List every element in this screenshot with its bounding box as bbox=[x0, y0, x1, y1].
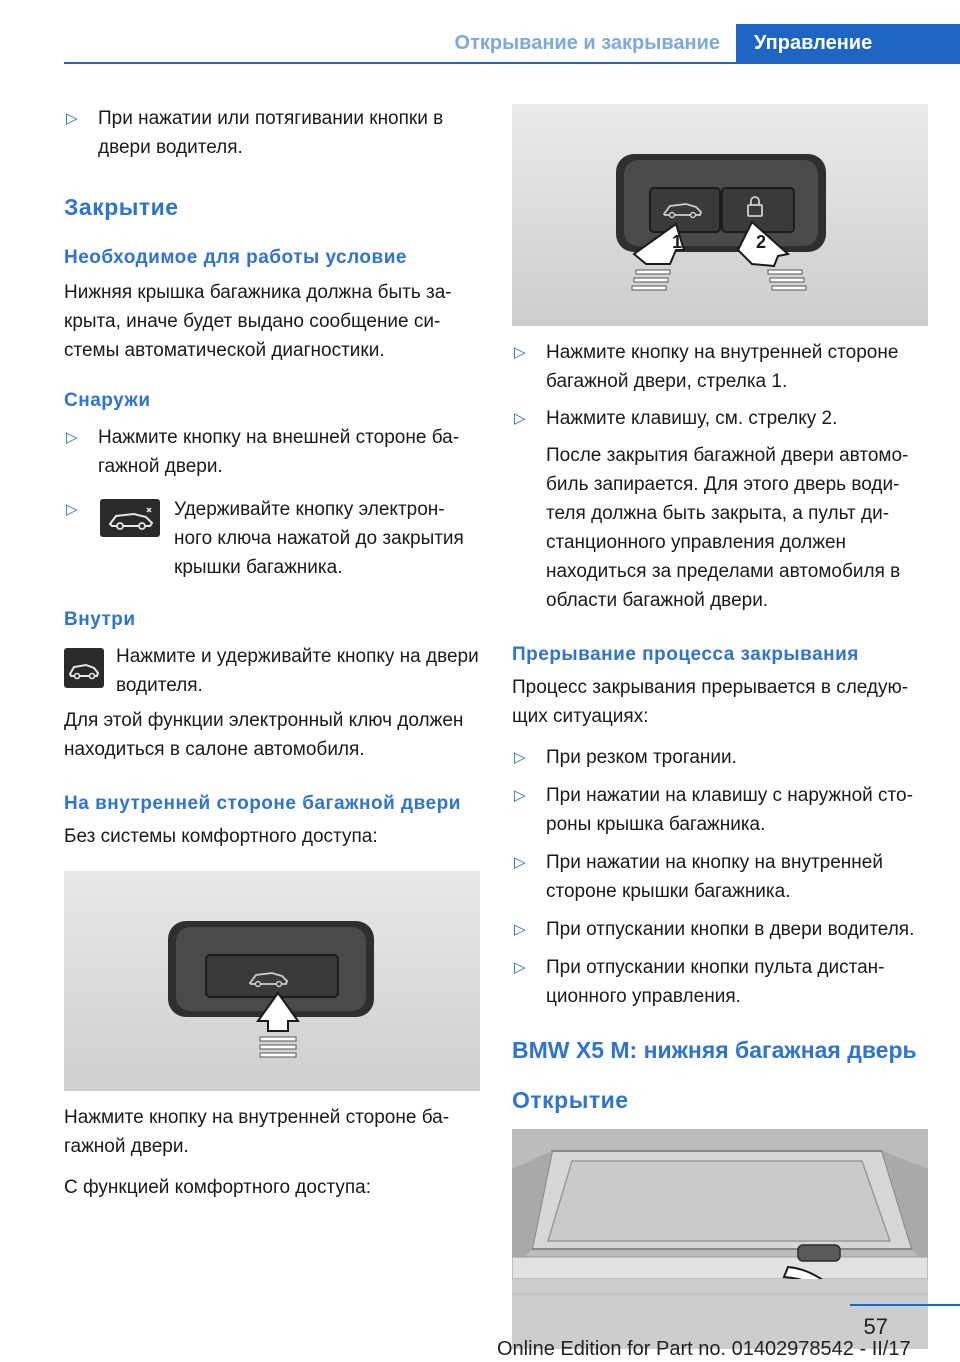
header-chapter-tab: Управление bbox=[736, 24, 960, 62]
list-item: ▷ Нажмите кнопку на внутренней стороне багажной двери, стрелка 1. bbox=[512, 338, 930, 396]
heading-interrupt: Прерывание процесса закрывания bbox=[512, 644, 859, 665]
bullet-triangle-icon: ▷ bbox=[514, 749, 526, 766]
interrupt-text: Процесс закрывания прерывается в следую-щих ситуациях: bbox=[512, 677, 909, 727]
inside-block bbox=[64, 642, 482, 700]
list-item: ▷ При нажатии на кнопку на внутренней стороне крышки багажника. bbox=[512, 848, 930, 906]
with-comfort-text: С функцией комфортного доступа: bbox=[64, 1177, 372, 1198]
bullet-triangle-icon: ▷ bbox=[514, 410, 526, 427]
inside-note: Для этой функции электронный ключ должен находиться в салоне автомобиля. bbox=[64, 710, 464, 760]
bullet-triangle-icon: ▷ bbox=[66, 110, 78, 127]
header-rule bbox=[64, 62, 960, 64]
bullet-triangle-icon: ▷ bbox=[514, 344, 526, 361]
bullet-triangle-icon: ▷ bbox=[514, 921, 526, 938]
car-tailgate-icon bbox=[64, 648, 104, 688]
bullet-triangle-icon: ▷ bbox=[66, 501, 78, 518]
arrow-label-1: 1 bbox=[672, 232, 683, 252]
header-section-title: Открывание и закрывание bbox=[454, 32, 720, 54]
no-comfort-text: Без системы комфортного доступа: bbox=[64, 826, 378, 847]
condition-text: Нижняя крышка багажника должна быть за-крыта, иначе будет выдано сообщение си-стемы автоматической диагностики. bbox=[64, 282, 452, 361]
left-column bbox=[64, 104, 482, 1202]
figure-tailgate-button bbox=[64, 871, 480, 1091]
figure-comfort-buttons bbox=[512, 104, 928, 326]
list-item: ▷ Нажмите кнопку на внешней стороне ба-гажной двери. bbox=[64, 423, 482, 481]
heading-inner-side: На внутренней стороне багажной двери bbox=[64, 793, 461, 814]
right-column bbox=[512, 104, 930, 1349]
list-item: ▷ При резком трогании. bbox=[512, 743, 930, 772]
list-item: ▷ При отпускании кнопки пульта дистан-ционного управления. bbox=[512, 953, 930, 1011]
footer-rule bbox=[850, 1304, 960, 1306]
bullet-triangle-icon: ▷ bbox=[66, 429, 78, 446]
bullet-triangle-icon: ▷ bbox=[514, 787, 526, 804]
list-item: ▷ Нажмите клавишу, см. стрелку 2. bbox=[512, 404, 930, 433]
list-item: ▷ При нажатии или потягивании кнопки в двери водителя. bbox=[64, 104, 482, 162]
heading-open: Открытие bbox=[512, 1087, 629, 1113]
heading-condition: Необходимое для работы условие bbox=[64, 247, 407, 268]
inside-text: Нажмите и удерживайте кнопку на двери водителя. bbox=[116, 646, 479, 696]
heading-close: Закрытие bbox=[64, 194, 179, 220]
car-tailgate-icon bbox=[100, 499, 160, 537]
list-item: ▷ При отпускании кнопки в двери водителя. bbox=[512, 915, 930, 944]
heading-inside: Внутри bbox=[64, 609, 136, 630]
bullet-triangle-icon: ▷ bbox=[514, 959, 526, 976]
list-item: ▷ При нажатии на клавишу с наружной сто-роны крышка багажника. bbox=[512, 781, 930, 839]
arrow-label-2: 2 bbox=[756, 232, 767, 252]
footer-edition: Online Edition for Part no. 01402978542 - II/17 bbox=[497, 1338, 911, 1360]
heading-outside: Снаружи bbox=[64, 390, 151, 411]
after-close-text: После закрытия багажной двери автомо-биль запирается. Для этого дверь води-теля должна быть закрыта, а пульт ди-станционного управления должен находиться за пределами автомобиля в области багажной двери. bbox=[546, 445, 909, 611]
figure-caption: Нажмите кнопку на внутренней стороне ба-гажной двери. bbox=[64, 1107, 450, 1157]
list-item: ▷ Удерживайте кнопку электрон-ного ключа нажатой до закрытия крышки багажника. bbox=[64, 495, 482, 582]
bullet-triangle-icon: ▷ bbox=[514, 854, 526, 871]
page-number: 57 bbox=[863, 1314, 888, 1339]
heading-x5m: BMW X5 M: нижняя багажная дверь bbox=[512, 1037, 917, 1063]
